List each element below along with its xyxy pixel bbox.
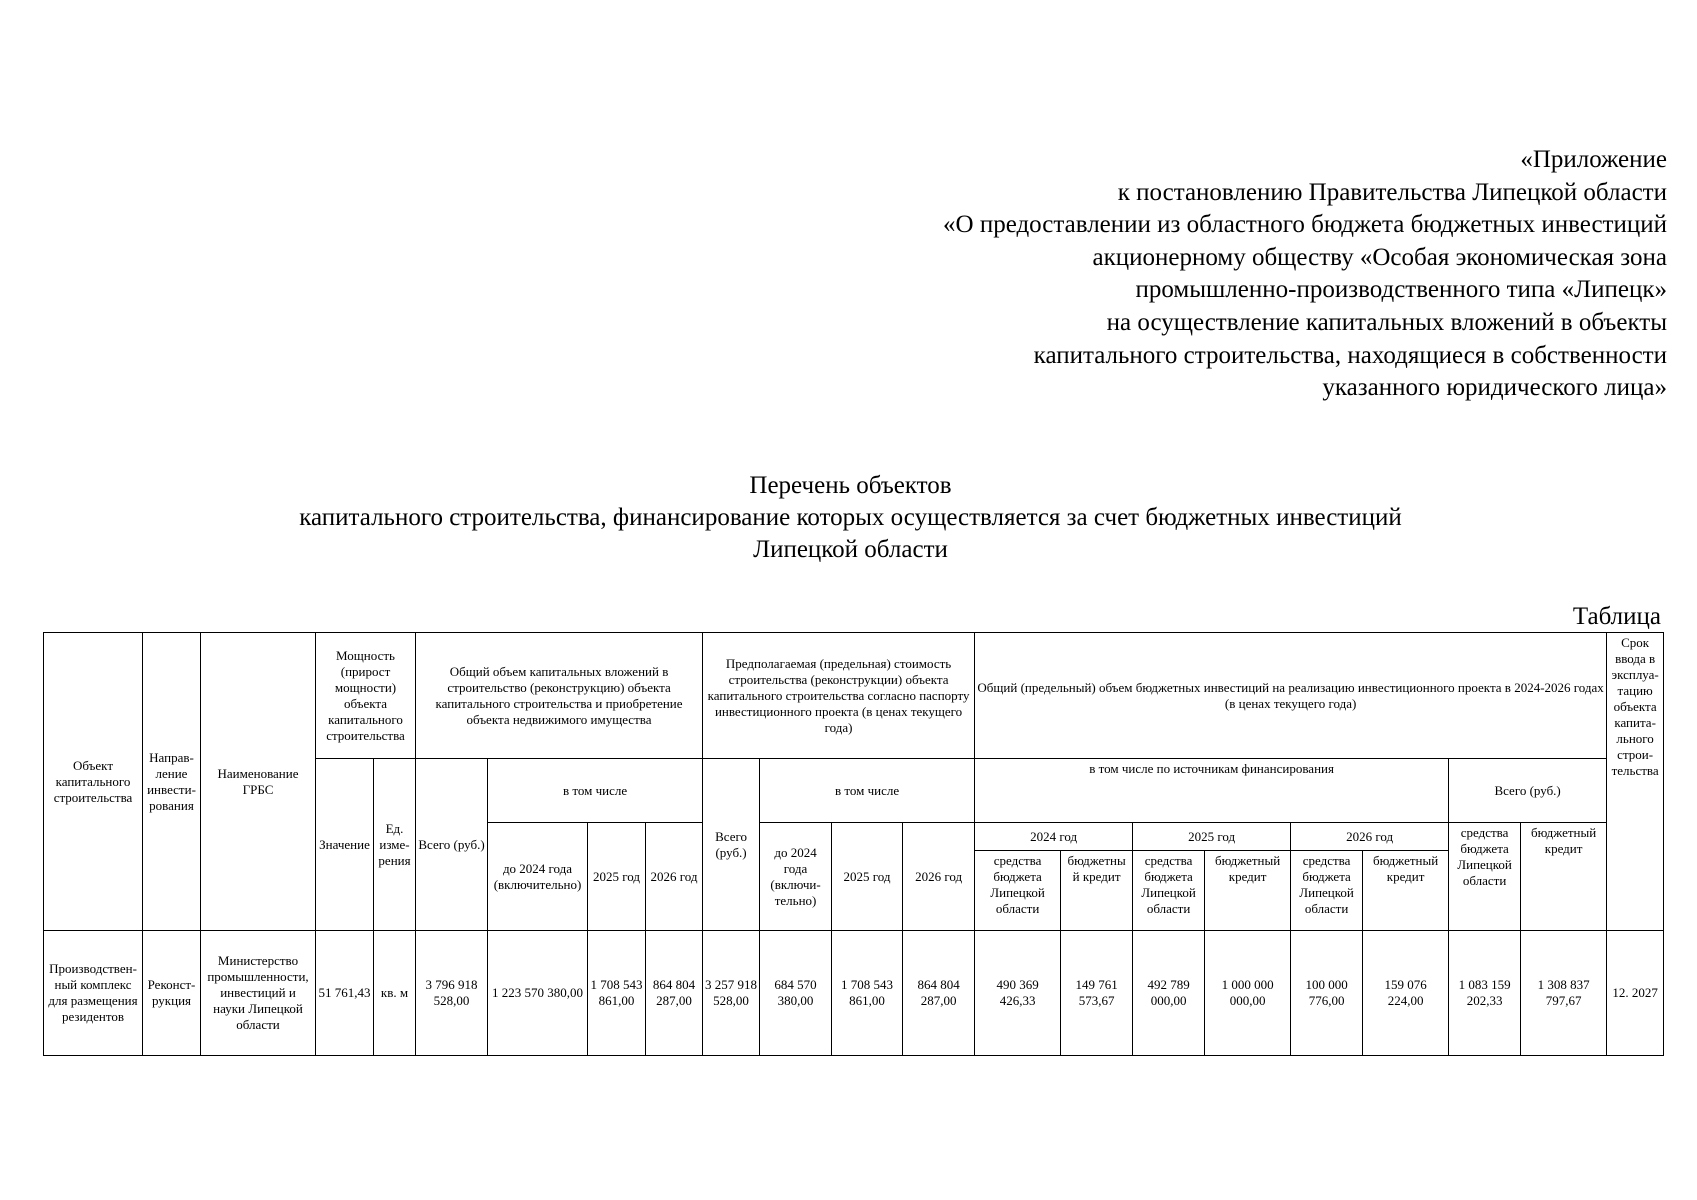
header-capacity: Мощность (прирост мощности) объекта капитального строительства xyxy=(316,633,416,759)
header-to2024: до 2024 года (включительно) xyxy=(488,823,588,931)
header-cost-total-rub: Всего (руб.) xyxy=(703,759,760,931)
annex-line: к постановлению Правительства Липецкой области xyxy=(1117,178,1667,206)
cell-capacity-value: 51 761,43 xyxy=(316,931,374,1056)
header-commissioning: Срок ввода в эксплуа-тацию объекта капита-льного строи-тельства xyxy=(1607,633,1664,931)
header-2026: 2026 год xyxy=(646,823,703,931)
annex-line: акционерному обществу «Особая экономическая зона xyxy=(1092,243,1667,271)
investment-table xyxy=(43,632,1664,1056)
cell-capacity-unit: кв. м xyxy=(374,931,416,1056)
header-by-sources: в том числе по источникам финансирования xyxy=(975,759,1449,823)
cell-2024-credit: 149 761 573,67 xyxy=(1061,931,1133,1056)
cell-direction: Реконст-рукция xyxy=(143,931,201,1056)
header-estimated-cost: Предполагаемая (предельная) стоимость строительства (реконструкции) объекта капитального строительства согласно паспорту инвестиционного проекта (в ценах текущего года) xyxy=(703,633,975,759)
header-grbs: Наименование ГРБС xyxy=(201,633,316,931)
annex-line: «О предоставлении из областного бюджета бюджетных инвестиций xyxy=(943,211,1667,239)
cell-2024-regional: 490 369 426,33 xyxy=(975,931,1061,1056)
header-year-2026: 2026 год xyxy=(1291,823,1449,851)
annex-line: на осуществление капитальных вложений в объекты xyxy=(1106,308,1667,336)
cell-2026: 864 804 287,00 xyxy=(646,931,703,1056)
document-title xyxy=(43,470,1658,566)
header-2025: 2025 год xyxy=(588,823,646,931)
cell-2026-credit: 159 076 224,00 xyxy=(1363,931,1449,1056)
header-year-2025: 2025 год xyxy=(1133,823,1291,851)
header-total-rub-3: Всего (руб.) xyxy=(1449,759,1607,823)
header-capacity-unit: Ед. изме-рения xyxy=(374,759,416,931)
table-label: Таблица xyxy=(1572,603,1661,630)
header-total-regional: средства бюджета Липецкой области xyxy=(1449,823,1521,931)
header-budget-investments: Общий (предельный) объем бюджетных инвестиций на реализацию инвестиционного проекта в 2024-2026 годах (в ценах текущего года) xyxy=(975,633,1607,759)
header-cost-2026: 2026 год xyxy=(903,823,975,931)
annex-line: капитального строительства, находящиеся в собственности xyxy=(1033,341,1667,369)
annex-line: «Приложение xyxy=(1520,146,1667,173)
cell-commissioning: 12. 2027 xyxy=(1607,931,1664,1056)
cell-grbs: Министерство промышленности, инвестиций и науки Липецкой области xyxy=(201,931,316,1056)
header-capacity-value: Значение xyxy=(316,759,374,931)
cell-2025-credit: 1 000 000 000,00 xyxy=(1205,931,1291,1056)
cell-object: Производствен-ный комплекс для размещения резидентов xyxy=(44,931,143,1056)
header-2024-regional: средства бюджета Липецкой области xyxy=(975,851,1061,931)
header-2025-credit: бюджетный кредит xyxy=(1205,851,1291,931)
cell-2025: 1 708 543 861,00 xyxy=(588,931,646,1056)
header-cost-2025: 2025 год xyxy=(832,823,903,931)
cell-total: 3 796 918 528,00 xyxy=(416,931,488,1056)
title-line-1: Перечень объектов xyxy=(749,472,952,499)
cell-2025-regional: 492 789 000,00 xyxy=(1133,931,1205,1056)
header-year-2024: 2024 год xyxy=(975,823,1133,851)
cell-2026-regional: 100 000 776,00 xyxy=(1291,931,1363,1056)
header-total-credit: бюджетный кредит xyxy=(1521,823,1607,931)
table-row xyxy=(44,931,1664,1056)
title-line-2: капитального строительства, финансирование которых осуществляется за счет бюджетных инвестиций xyxy=(299,504,1402,531)
cell-cost-to2024: 684 570 380,00 xyxy=(760,931,832,1056)
title-line-3: Липецкой области xyxy=(753,536,948,563)
cell-cost-2026: 864 804 287,00 xyxy=(903,931,975,1056)
cell-cost-2025: 1 708 543 861,00 xyxy=(832,931,903,1056)
cell-total-regional: 1 083 159 202,33 xyxy=(1449,931,1521,1056)
header-object: Объект капитального строительства xyxy=(44,633,143,931)
header-incl-2: в том числе xyxy=(760,759,975,823)
header-2025-regional: средства бюджета Липецкой области xyxy=(1133,851,1205,931)
header-total-rub: Всего (руб.) xyxy=(416,759,488,931)
header-direction: Направ-ление инвести-рования xyxy=(143,633,201,931)
header-2024-credit: бюджетны й кредит xyxy=(1061,851,1133,931)
annex-line: указанного юридического лица» xyxy=(1322,374,1667,402)
cell-total-credit: 1 308 837 797,67 xyxy=(1521,931,1607,1056)
cell-to2024: 1 223 570 380,00 xyxy=(488,931,588,1056)
annex-header xyxy=(943,144,1667,405)
header-2026-credit: бюджетный кредит xyxy=(1363,851,1449,931)
header-total-investment: Общий объем капитальных вложений в строительство (реконструкцию) объекта капитального строительства и приобретение объекта недвижимого имущества xyxy=(416,633,703,759)
annex-line: промышленно-производственного типа «Липецк» xyxy=(1135,276,1667,304)
header-2026-regional: средства бюджета Липецкой области xyxy=(1291,851,1363,931)
cell-cost-total: 3 257 918 528,00 xyxy=(703,931,760,1056)
header-incl: в том числе xyxy=(488,759,703,823)
header-cost-to2024: до 2024 года (включи-тельно) xyxy=(760,823,832,931)
